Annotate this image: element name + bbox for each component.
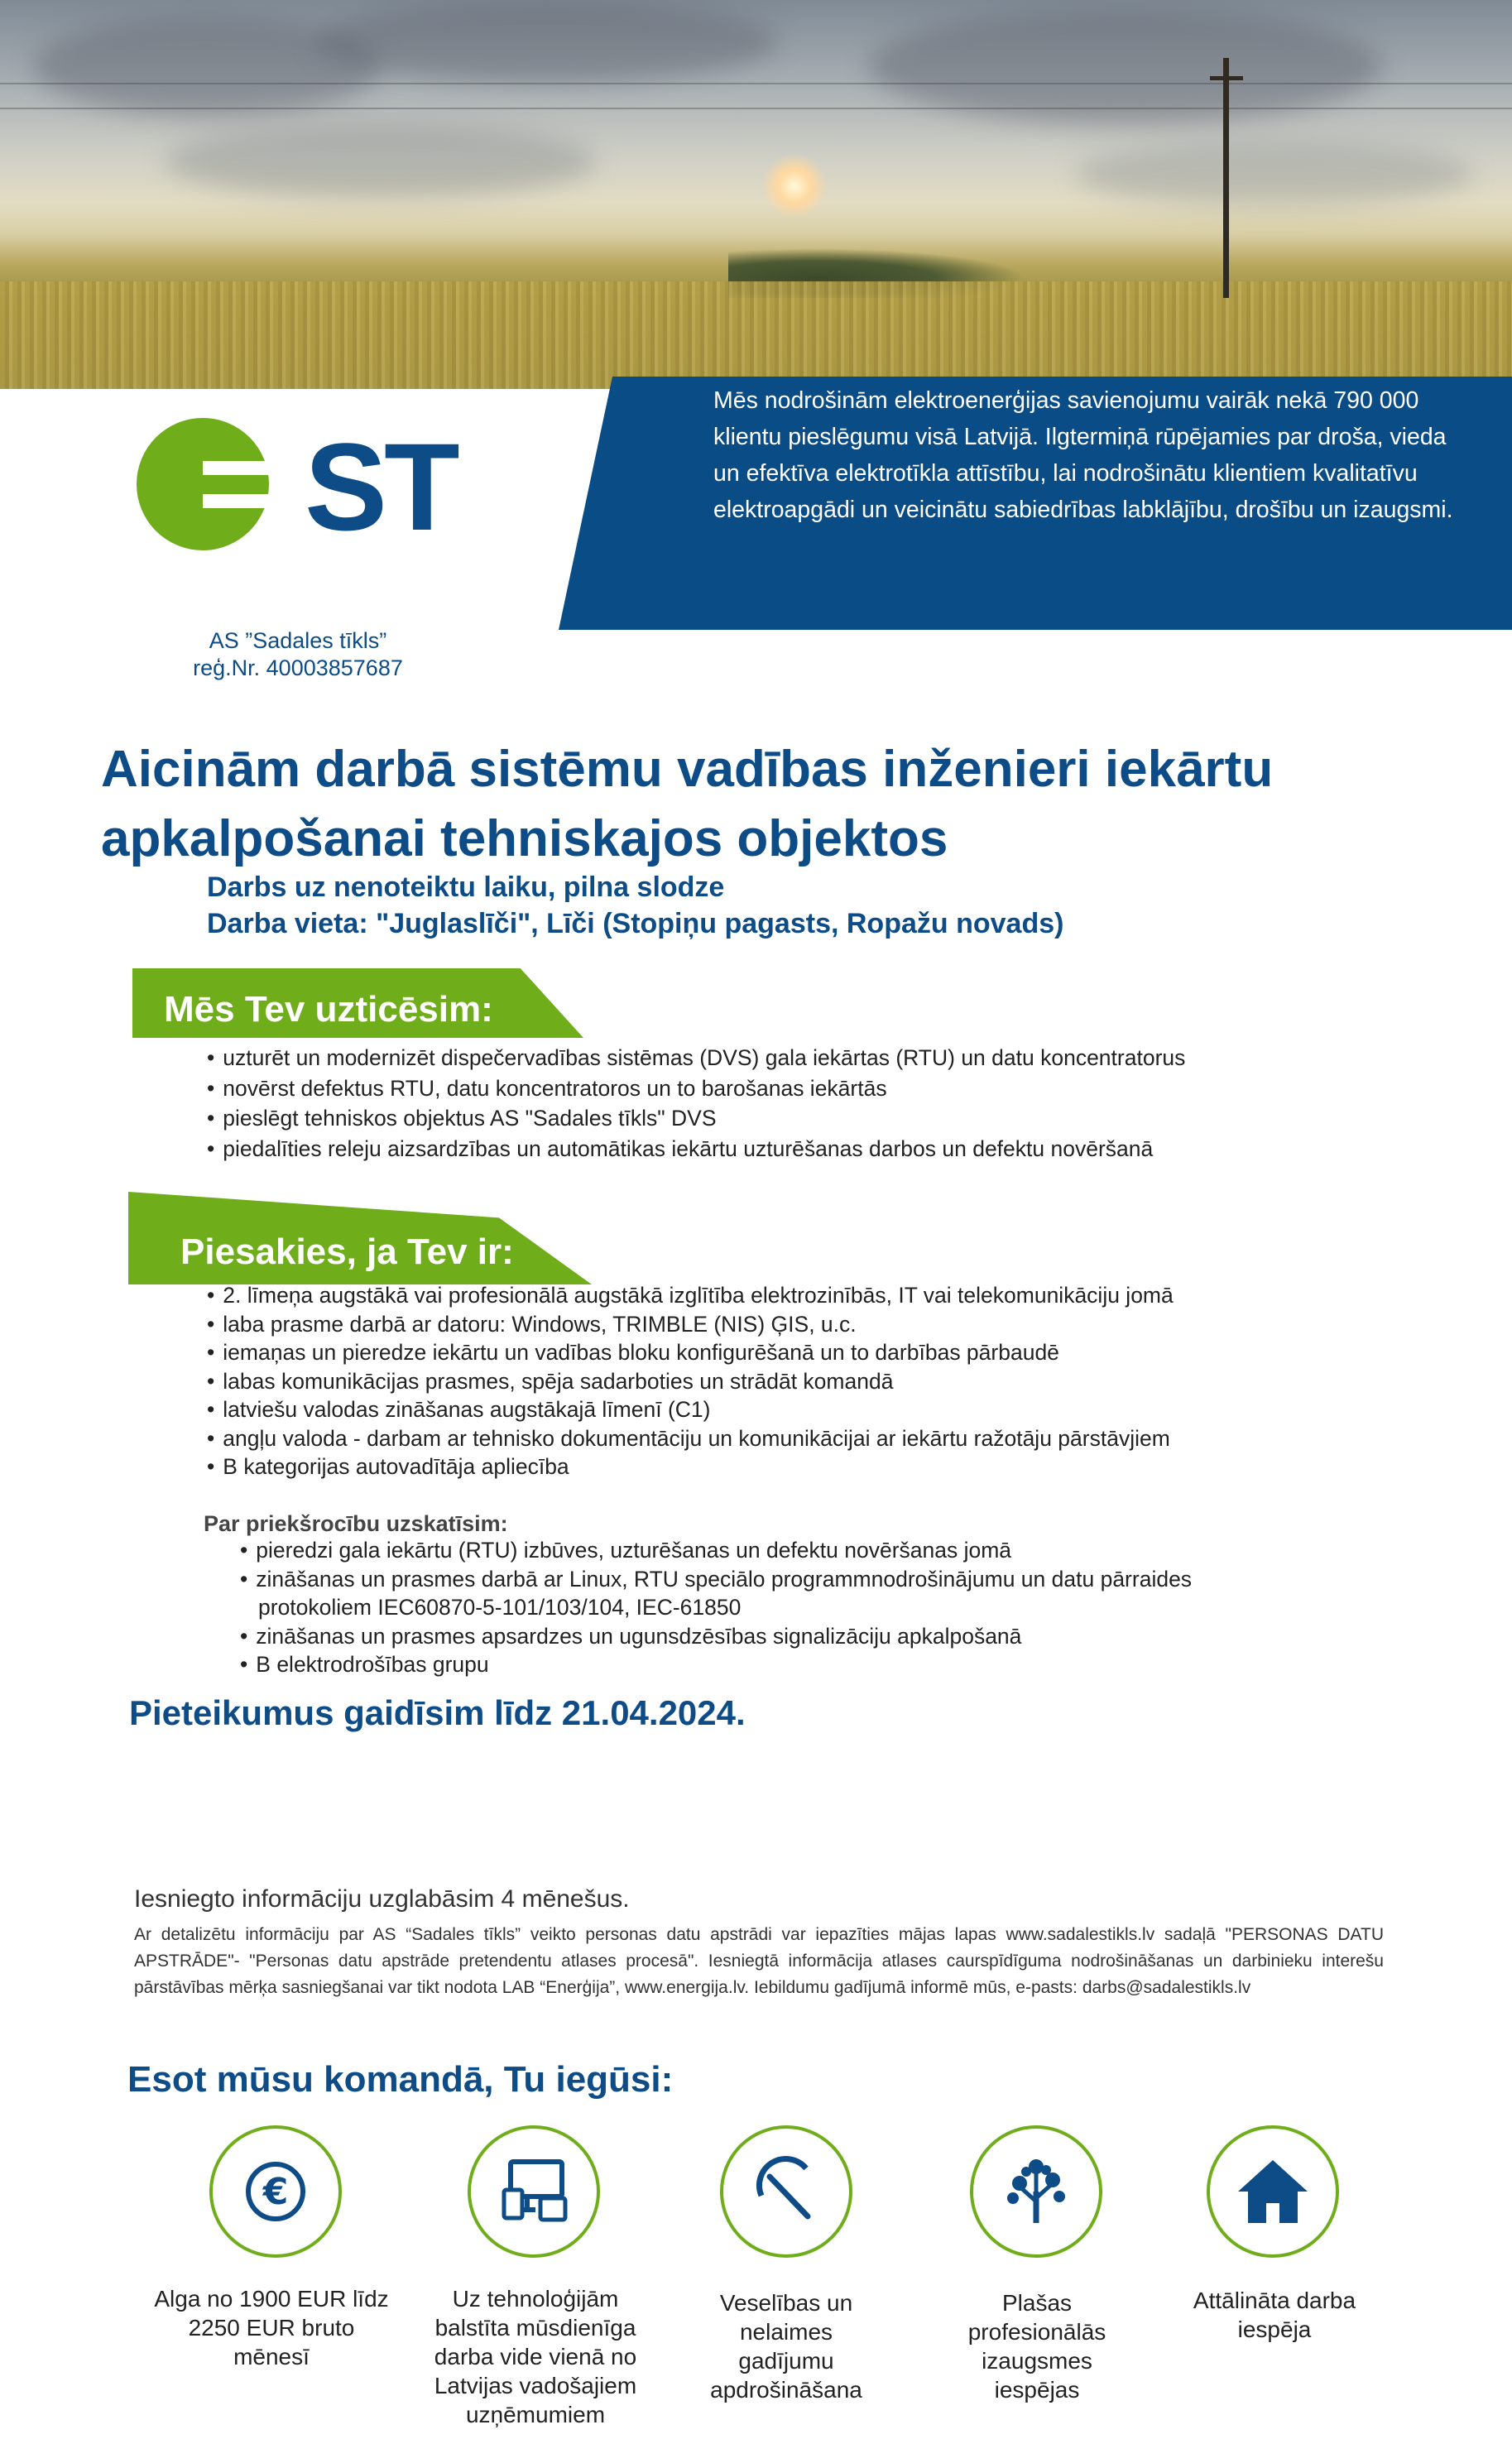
registration-number: reģ.Nr. 40003857687 [193,655,403,680]
benefit-label-remote: Attālināta darba iespēja [1193,2288,1356,2342]
continuation-text: protokoliem IEC60870-5-101/103/104, IEC-61850 [258,1595,742,1620]
list-item: • B elektrodrošības grupu [240,1650,1192,1679]
umbrella-icon [720,2125,852,2258]
benefit-label-growth: Plašas profesionālās izaugsmes iespējas [967,2290,1106,2403]
intro-text: Mēs nodrošinām elektroenerģijas savienojumu vairāk nekā 790 000 klientu pieslēgumu visā Latvijā. Ilgtermiņā rūpējamies par droša, vieda un efektīva elektrotīkla attīstību, lai nodrošinātu klientiem kvalitatīvu elektroapgādi un veicinātu sabiedrības labklājību, drošību un izaugsmi. [713,387,1453,523]
employment-type: Darbs uz nenoteiktu laiku, pilna slodze [207,871,725,903]
list-item: • B kategorijas autovadītāja apliecība [207,1452,1174,1481]
list-item: • laba prasme darbā ar datoru: Windows, TRIMBLE (NIS) ĢIS, u.c. [207,1310,1174,1339]
list-item: • 2. līmeņa augstākā vai profesionālā augstākā izglītība elektrozinībās, IT vai telekomunikāciju jomā [207,1281,1174,1310]
list-item: • angļu valoda - darbam ar tehnisko dokumentāciju un komunikācijai ar iekārtu ražotāju pārstāvjiem [207,1424,1174,1453]
euro-icon [209,2125,342,2258]
requirements-heading: Piesakies, ja Tev ir: [180,1232,514,1272]
preferred-heading: Par priekšrocību uzskatīsim: [204,1511,508,1536]
list-item: • pieredzi gala iekārtu (RTU) izbūves, uzturēšanas un defektu novēršanas jomā [240,1536,1192,1565]
requirements-list [207,1281,1174,1481]
duties-heading: Mēs Tev uzticēsim: [164,989,493,1030]
list-item: • zināšanas un prasmes apsardzes un ugunsdzēsības signalizāciju apkalpošanā [240,1622,1192,1651]
list-item: • iemaņas un pieredze iekārtu un vadības bloku konfigurēšanā un to darbības pārbaudē [207,1338,1174,1367]
svg-text:€: € [262,2171,289,2213]
duties-list [207,1043,1185,1164]
benefits-heading: Esot mūsu komandā, Tu iegūsi: [127,2059,674,2100]
company-name: AS ”Sadales tīkls” [209,628,387,653]
privacy-notice: Ar detalizētu informāciju par AS “Sadales tīkls” veikto personas datu apstrādi var iepazīties mājas lapas www.sadalestikls.lv sadaļā "PERSONAS DATU APSTRĀDE"- "Personas datu apstrāde pretendentu atlases procesā". Iesniegtā informācija atlases caurspīdīguma nodrošināšanas un darbinieku interešu pārstāvības mērķa sasniegšanai var tikt nodota LAB “Enerģija”, www.energija.lv. Iebildumu gadījumā informē mūs, e-pasts: darbs@sadalestikls.lv [134,1925,1384,1997]
company-info [157,627,439,682]
application-deadline: Pieteikumus gaidīsim līdz 21.04.2024. [129,1693,746,1732]
list-item: • latviešu valodas zināšanas augstākajā līmenī (C1) [207,1395,1174,1424]
benefit-label-workplace: Uz tehnoloģijām balstīta mūsdienīga darba vide vienā no Latvijas vadošajiem uzņēmumiem [434,2286,637,2427]
power-pole [1223,58,1229,298]
list-item: • zināšanas un prasmes darbā ar Linux, RTU speciālo programmnodrošinājumu un datu pārraides [240,1565,1192,1594]
list-item: • uzturēt un modernizēt dispečervadības sistēmas (DVS) gala iekārtas (RTU) un datu koncentratorus [207,1043,1185,1073]
retention-notice: Iesniegto informāciju uzglabāsim 4 mēnešus. [134,1885,630,1913]
sun-glare [761,153,828,219]
tree-icon [970,2125,1102,2258]
work-location: Darba vieta: "Juglaslīči", Līči (Stopiņu pagasts, Ropažu novads) [207,908,1064,939]
company-logo-icon [137,418,269,550]
list-item: • labas komunikācijas prasmes, spēja sadarboties un strādāt komandā [207,1367,1174,1396]
preferred-list [240,1536,1192,1679]
wheat-field [0,281,1512,389]
list-item: • piedalīties releju aizsardzības un automātikas iekārtu uzturēšanas darbos un defektu novēršanā [207,1134,1185,1164]
benefit-label-salary: Alga no 1900 EUR līdz 2250 EUR bruto mēnesī [154,2286,389,2369]
benefit-label-insurance: Veselības un nelaimes gadījumu apdrošināšana [710,2290,862,2403]
list-item: • pieslēgt tehniskos objektus AS "Sadales tīkls" DVS [207,1103,1185,1134]
job-title: Aicinām darbā sistēmu vadības inženieri iekārtu apkalpošanai tehniskajos objektos [101,741,1274,867]
hero-photo [0,0,1512,389]
devices-icon [468,2125,600,2258]
house-icon [1207,2125,1339,2258]
logo-text: ST [305,417,457,556]
list-item-continuation [240,1593,1192,1622]
list-item: • novērst defektus RTU, datu koncentratoros un to barošanas iekārtās [207,1073,1185,1104]
